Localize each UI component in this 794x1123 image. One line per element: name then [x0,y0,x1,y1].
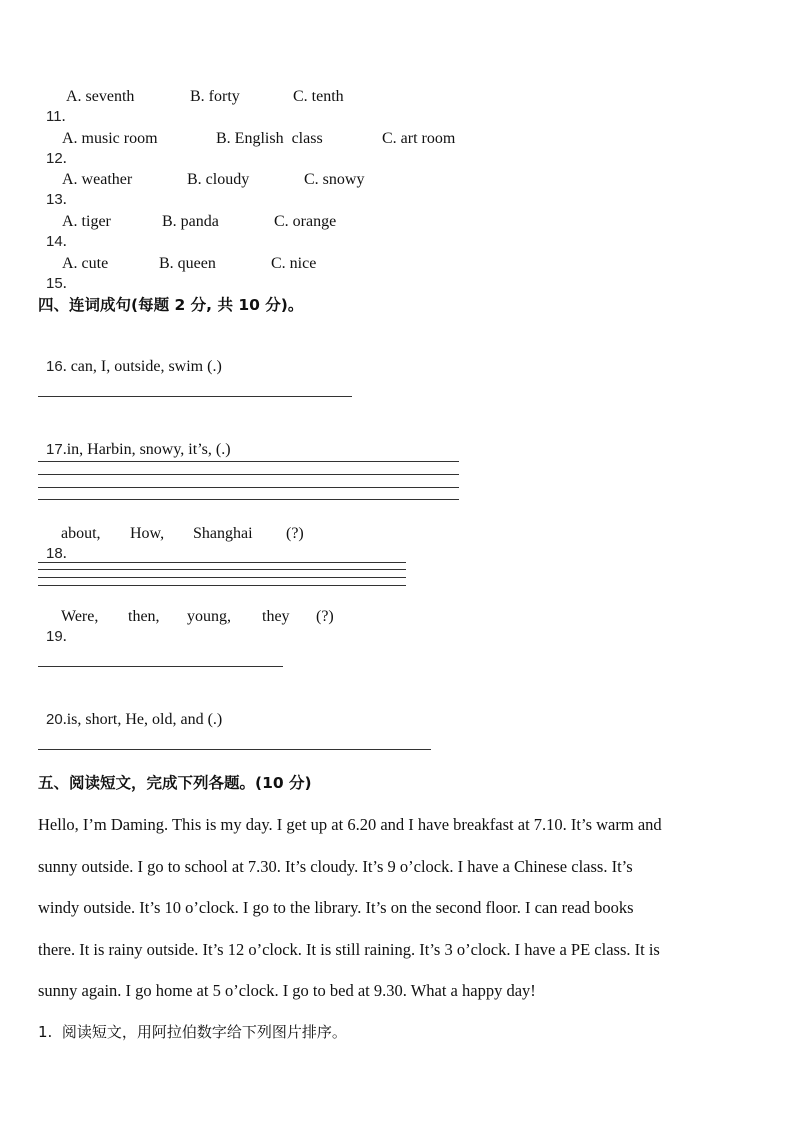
passage-line: there. It is rainy outside. It’s 12 o’clock. It is still raining. It’s 3 o’clock. I have a PE class. It is [38,940,660,959]
item-number: 18 [46,545,63,562]
option-b: B. cloudy [187,171,250,188]
answer-line [38,666,283,667]
item-number: 14 [46,233,63,250]
passage-line: sunny again. I go home at 5 o’clock. I go to bed at 9.30. What a happy day! [38,981,536,1000]
option-a: A. music room [62,130,158,147]
choice-item-12: 12. A. music room B. English class C. art room [46,130,456,167]
choice-item-11: 11. A. seventh B. forty C. tenth [46,88,344,125]
writing-line [38,499,459,500]
option-c: C. tenth [293,88,344,105]
word: they [262,608,290,625]
word: Shanghai [193,525,253,542]
item-separator: . [62,545,67,562]
answer-line [38,749,431,750]
word: Were, [61,608,99,625]
item-number: 20 [46,711,63,728]
item-number: 12 [46,150,63,167]
item-number: 19 [46,628,63,645]
sentence-item-16 [38,337,222,377]
choice-item-13: 13. A. weather B. cloudy C. snowy [46,171,365,208]
writing-line [38,487,459,488]
sentence-item-17 [38,420,231,460]
answer-line [38,396,352,397]
option-c: C. snowy [304,171,365,188]
item-separator: . [62,711,67,728]
section-5-heading: 五、阅读短文，完成下列各题。(10 分) [38,774,312,792]
option-a: A. tiger [62,213,111,230]
item-separator: . [62,628,67,645]
writing-line [38,569,406,570]
item-number: 17 [46,441,63,458]
option-a: A. seventh [66,88,135,105]
passage-line: Hello, I’m Daming. This is my day. I get up at 6.20 and I have breakfast at 7.10. It’s warm and [38,815,662,834]
item-number: 15 [46,275,63,292]
option-b: B. queen [159,255,216,272]
option-c: C. nice [271,255,317,272]
item-words: in, Harbin, snowy, it’s, (.) [66,441,231,458]
passage-line: windy outside. It’s 10 o’clock. I go to the library. It’s on the second floor. I can read books [38,898,634,917]
item-words: can, I, outside, swim (.) [70,358,222,375]
writing-line [38,562,406,563]
option-b: B. English class [216,130,323,147]
word: (?) [286,525,304,542]
item-separator: . [62,358,71,375]
question-1: 1. 阅读短文，用阿拉伯数字给下列图片排序。 [38,1023,347,1041]
option-a: A. weather [62,171,133,188]
passage-line: sunny outside. I go to school at 7.30. It’s cloudy. It’s 9 o’clock. I have a Chinese class. It’s [38,857,633,876]
item-number: 16 [46,358,63,375]
word: (?) [316,608,334,625]
item-separator: . [62,441,67,458]
option-b: B. panda [162,213,219,230]
writing-line [38,461,459,462]
word: How, [130,525,165,542]
word: then, [128,608,160,625]
writing-line [38,585,406,586]
writing-line [38,474,459,475]
word: about, [61,525,101,542]
item-number: 11 [46,108,62,125]
item-number: 13 [46,191,63,208]
word: young, [187,608,231,625]
choice-item-15: 15. A. cute B. queen C. nice [46,255,317,292]
option-c: C. art room [382,130,456,147]
option-b: B. forty [190,88,240,105]
option-a: A. cute [62,255,109,272]
option-c: C. orange [274,213,337,230]
writing-line [38,577,406,578]
sentence-item-20 [38,690,222,730]
choice-item-14: 14. A. tiger B. panda C. orange [46,213,337,250]
item-words: is, short, He, old, and (.) [66,711,223,728]
section-4-heading: 四、连词成句(每题 2 分, 共 10 分)。 [38,296,304,314]
